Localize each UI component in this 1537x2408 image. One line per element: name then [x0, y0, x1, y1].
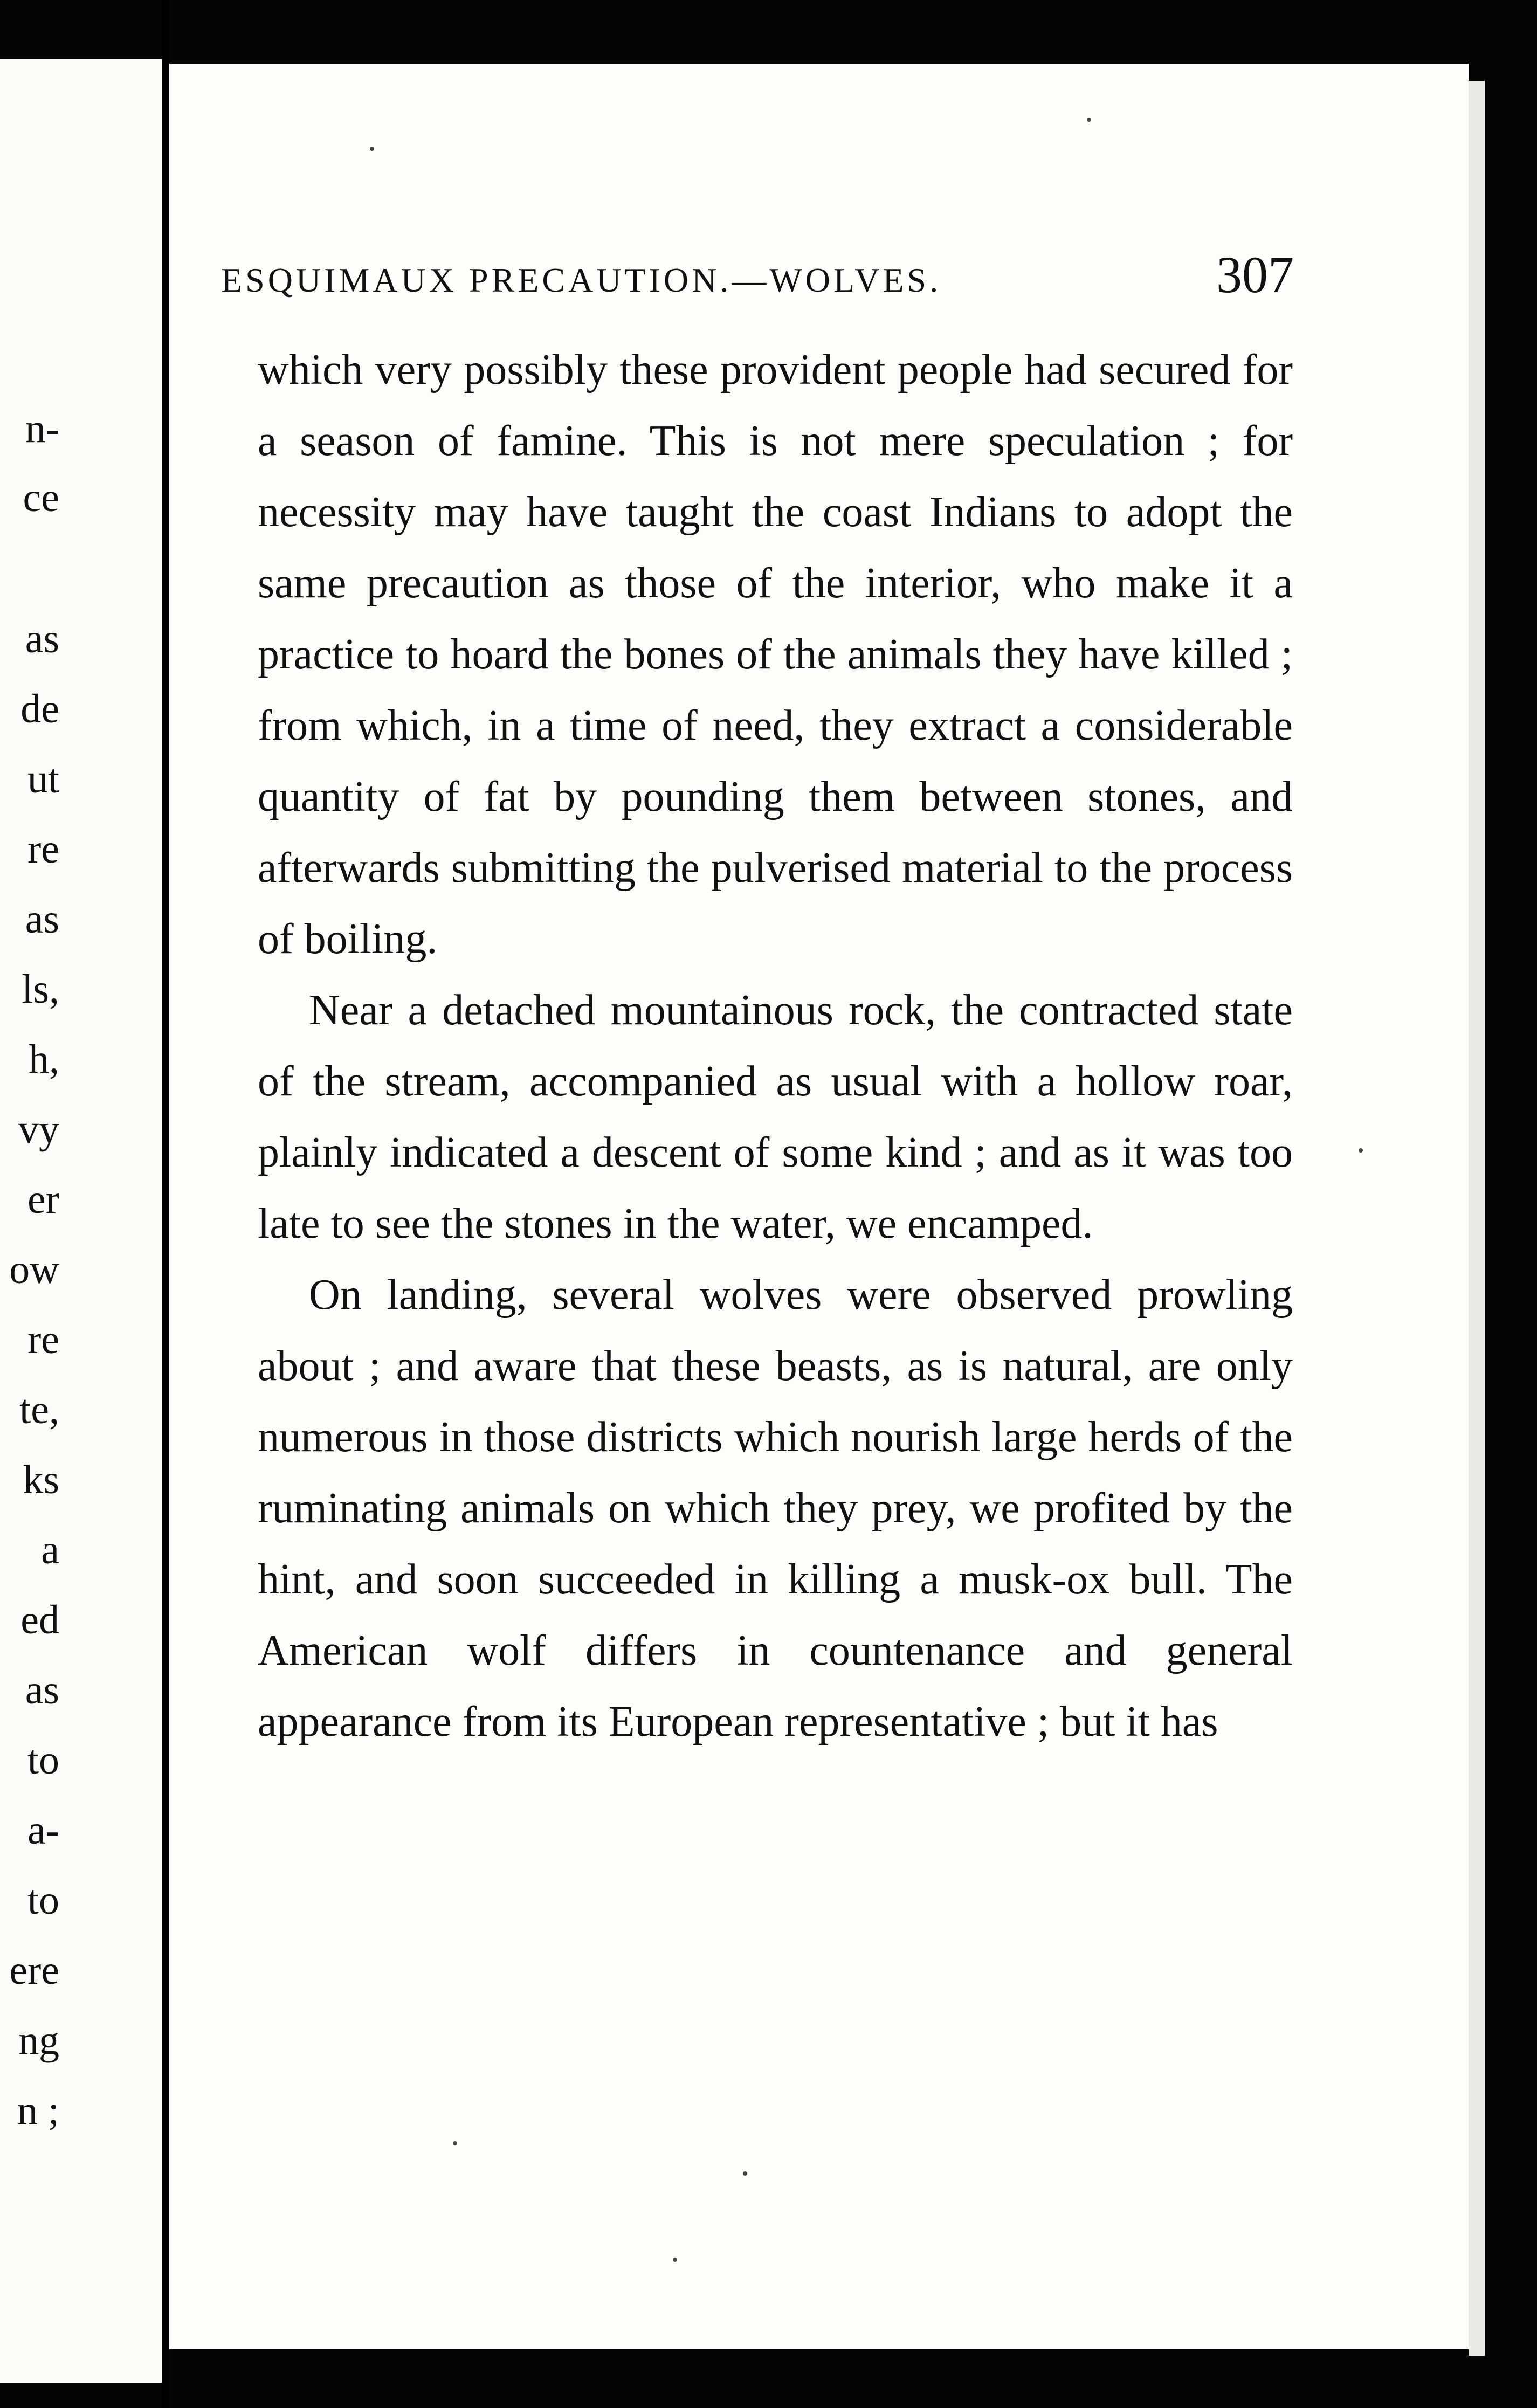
facing-line: ed	[20, 1597, 59, 1643]
facing-line: ls,	[22, 967, 59, 1012]
facing-line: ks	[23, 1457, 59, 1502]
facing-line: n ;	[17, 2088, 59, 2133]
print-speck	[370, 147, 374, 151]
facing-line: re	[27, 826, 59, 872]
page-number: 307	[1216, 246, 1294, 303]
print-speck	[673, 2258, 677, 2262]
facing-line: te,	[19, 1387, 59, 1432]
facing-line: to	[27, 1737, 59, 1783]
facing-line: vy	[18, 1107, 59, 1152]
facing-page-edge	[0, 59, 162, 2383]
facing-line: a-	[27, 1807, 59, 1853]
print-speck	[743, 2171, 747, 2176]
facing-line: ere	[9, 1948, 59, 1993]
facing-line: er	[27, 1177, 59, 1222]
facing-line: n-	[25, 406, 59, 451]
running-title: ESQUIMAUX PRECAUTION.—WOLVES.	[221, 261, 942, 299]
print-speck	[1359, 1148, 1363, 1153]
book-gutter	[162, 0, 169, 2408]
page-edge-strip	[1469, 81, 1485, 2356]
facing-line: ut	[27, 756, 59, 802]
facing-line: a	[41, 1527, 59, 1572]
print-speck	[1087, 118, 1091, 122]
paragraph: Near a detached mountainous rock, the contracted state of the stream, accompanied as usual with a hollow roar, plainly indicated a descent of some kind ; and as it was too late to see the stones in the water, we encamped.	[258, 986, 1293, 1247]
facing-line: h,	[29, 1037, 59, 1082]
print-speck	[453, 2141, 457, 2145]
facing-line: de	[20, 686, 59, 732]
facing-line: ng	[18, 2018, 59, 2063]
facing-line: ce	[23, 475, 59, 520]
facing-line: as	[25, 1667, 59, 1713]
facing-line: as	[25, 896, 59, 942]
facing-line: re	[27, 1317, 59, 1362]
facing-line: to	[27, 1878, 59, 1923]
facing-line: as	[25, 616, 59, 661]
paragraph: which very possibly these provident people had secured for a season of famine. This is not mere speculation ; for necessity may have taught the coast Indians to adopt the same precaution as those of the interior, who make it a practice to hoard the bones of the animals they have killed ; from which, in a time of need, they extract a considerable quantity of fat by pounding them between stones, and afterwards submitting the pulverised material to the process of boiling.	[258, 346, 1293, 963]
paragraph: On landing, several wolves were observed prowling about ; and aware that these beasts, as is natural, are only numerous in those districts which nourish large herds of the ruminating animals on which they prey, we profited by the hint, and soon succeeded in killing a musk-ox bull. The American wolf differs in countenance and general appearance from its European representative ; but it has	[258, 1271, 1293, 1745]
body-text	[258, 334, 1293, 1757]
facing-line: ow	[9, 1247, 59, 1292]
